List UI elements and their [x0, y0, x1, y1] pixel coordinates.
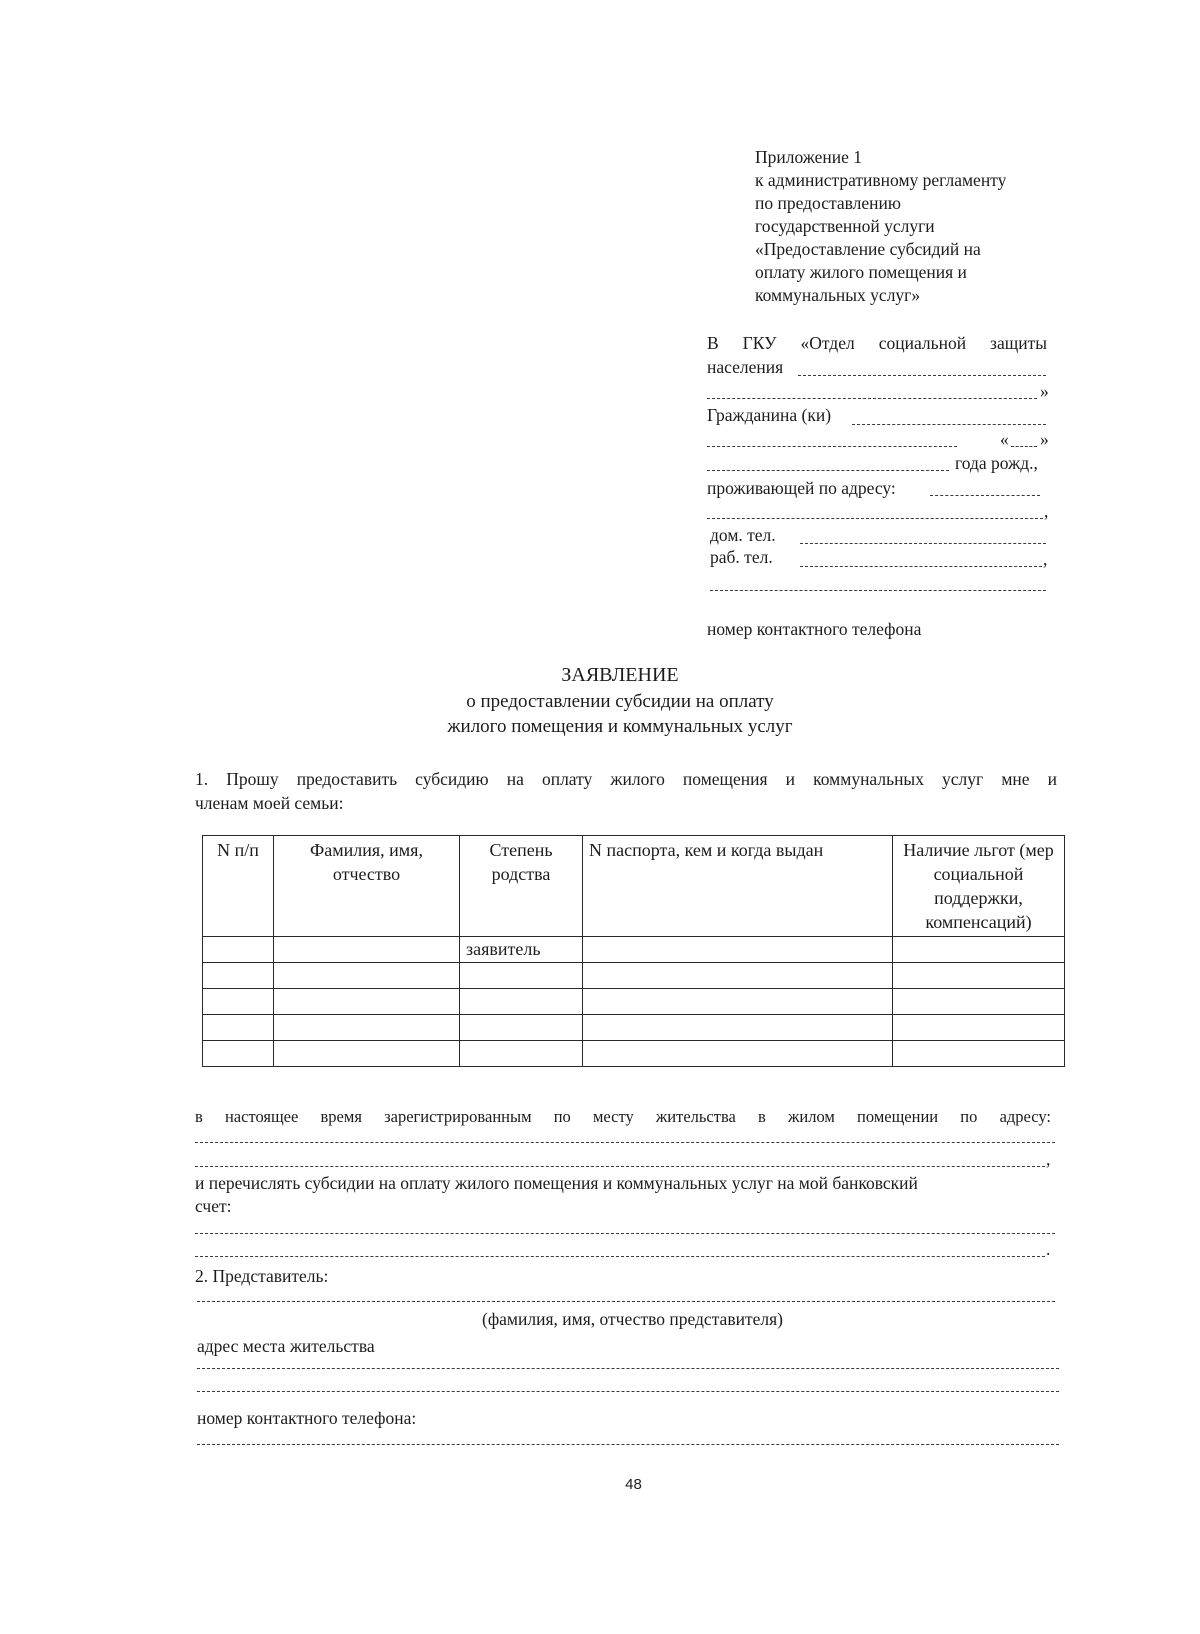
table-cell[interactable] [583, 989, 893, 1015]
annex-line: государственной услуги [755, 216, 935, 236]
document-subtitle-line2: жилого помещения и коммунальных услуг [447, 716, 793, 737]
table-cell[interactable] [583, 937, 893, 963]
col-header-full-name: Фамилия, имя, отчество [274, 836, 460, 937]
citizen-name-field-2[interactable] [707, 446, 957, 447]
table-cell[interactable] [893, 963, 1065, 989]
addressee-to-line: В ГКУ «Отдел социальной защиты [707, 333, 1047, 353]
addressee-population-label: населения [707, 357, 784, 377]
page-number: 48 [625, 1476, 642, 1493]
table-cell[interactable] [203, 989, 274, 1015]
annex-line: коммунальных услуг» [755, 285, 921, 305]
bank-account-period: . [1046, 1239, 1051, 1259]
representative-phone-field[interactable] [197, 1444, 1059, 1445]
table-cell[interactable] [583, 963, 893, 989]
table-row [203, 937, 1065, 963]
home-phone-field[interactable] [800, 543, 1046, 544]
department-name-field[interactable] [798, 375, 1046, 376]
registered-address-comma: , [1046, 1149, 1051, 1169]
table-cell[interactable] [460, 963, 583, 989]
table-cell[interactable] [583, 1041, 893, 1067]
section1-text-line1: 1. Прошу предоставить субсидию на оплату жилого помещения и коммунальных услуг мне и [195, 769, 1057, 789]
citizen-label: Гражданина (ки) [707, 405, 832, 425]
representative-name-caption: (фамилия, имя, отчество представителя) [482, 1309, 783, 1329]
table-row [203, 989, 1065, 1015]
table-cell[interactable] [893, 1015, 1065, 1041]
table-cell[interactable] [460, 1015, 583, 1041]
bank-account-field[interactable] [195, 1233, 1055, 1234]
table-cell[interactable] [893, 989, 1065, 1015]
representative-address-field[interactable] [197, 1368, 1059, 1369]
annex-line: оплату жилого помещения и [755, 262, 967, 282]
table-cell[interactable] [203, 963, 274, 989]
citizen-name-field[interactable] [852, 424, 1046, 425]
table-cell[interactable] [274, 989, 460, 1015]
family-members-table [202, 835, 1065, 1067]
address-comma: , [1044, 501, 1049, 521]
work-phone-field[interactable] [800, 566, 1042, 567]
representative-phone-label: номер контактного телефона: [197, 1408, 417, 1428]
contact-phone-caption: номер контактного телефона [707, 619, 922, 639]
col-header-benefits: Наличие льгот (мер социальной поддержки, компенсаций) [893, 836, 1065, 937]
annex-line: Приложение 1 [755, 147, 863, 167]
bank-account-text-line2: счет: [195, 1196, 232, 1216]
table-cell[interactable]: заявитель [460, 937, 583, 963]
work-phone-label: раб. тел. [710, 547, 773, 567]
document-title: ЗАЯВЛЕНИЕ [561, 664, 679, 686]
table-cell[interactable] [460, 989, 583, 1015]
table-cell[interactable] [893, 937, 1065, 963]
representative-name-field[interactable] [197, 1301, 1055, 1302]
col-header-number: N п/п [203, 836, 274, 937]
table-row [203, 1041, 1065, 1067]
department-name-field-2[interactable] [707, 398, 1037, 399]
address-field-2[interactable] [707, 518, 1043, 519]
residing-label: проживающей по адресу: [707, 478, 896, 498]
annex-line: к административному регламенту [755, 170, 1007, 190]
table-cell[interactable] [583, 1015, 893, 1041]
contact-phone-field[interactable] [710, 590, 1046, 591]
table-cell[interactable] [274, 963, 460, 989]
registered-address-text: в настоящее время зарегистрированным по месту жительства в жилом помещении по адресу: [195, 1107, 1051, 1126]
registered-address-field[interactable] [195, 1142, 1055, 1143]
annex-line: «Предоставление субсидий на [755, 239, 981, 259]
table-cell[interactable] [893, 1041, 1065, 1067]
representative-label: 2. Представитель: [195, 1266, 329, 1286]
table-cell[interactable] [460, 1041, 583, 1067]
bank-account-text-line1: и перечислять субсидии на оплату жилого помещения и коммунальных услуг на мой банковский [195, 1173, 918, 1193]
birth-day-field[interactable] [1011, 446, 1037, 447]
annex-line: по предоставлению [755, 193, 901, 213]
table-cell[interactable] [274, 937, 460, 963]
home-phone-label: дом. тел. [710, 525, 776, 545]
col-header-passport: N паспорта, кем и когда выдан [583, 836, 893, 937]
birth-year-label: года рожд., [955, 453, 1038, 473]
quote-close: » [1040, 381, 1049, 401]
table-cell[interactable] [203, 1041, 274, 1067]
bank-account-field-2[interactable] [195, 1256, 1045, 1257]
birth-date-field[interactable] [707, 470, 949, 471]
document-subtitle-line1: о предоставлении субсидии на оплату [466, 691, 774, 712]
registered-address-field-2[interactable] [195, 1166, 1045, 1167]
table-cell[interactable] [274, 1041, 460, 1067]
annex-header [755, 146, 1085, 307]
representative-address-label: адрес места жительства [197, 1336, 375, 1356]
table-cell[interactable] [203, 1015, 274, 1041]
date-quote-close: » [1040, 429, 1049, 449]
table-cell[interactable] [203, 937, 274, 963]
representative-address-field-2[interactable] [197, 1391, 1059, 1392]
table-header-row [203, 836, 1065, 937]
table-row [203, 1015, 1065, 1041]
date-quote-open: « [1000, 429, 1009, 449]
table-cell[interactable] [274, 1015, 460, 1041]
table-row [203, 963, 1065, 989]
work-phone-comma: , [1043, 549, 1048, 569]
address-field[interactable] [930, 495, 1040, 496]
section1-text-line2: членам моей семьи: [195, 793, 344, 813]
col-header-relationship: Степень родства [460, 836, 583, 937]
